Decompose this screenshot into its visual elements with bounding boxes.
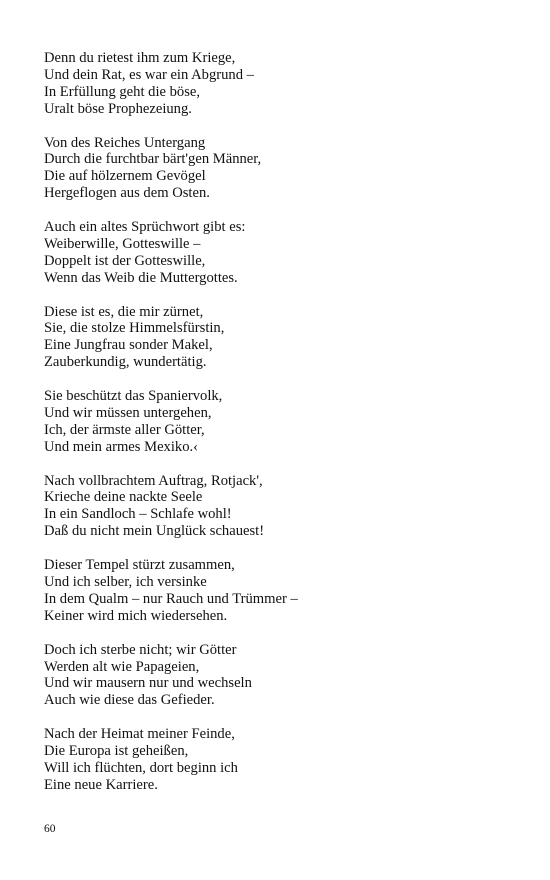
- verse-line: Ich, der ärmste aller Götter,: [44, 421, 205, 438]
- verse-line: Hergeflogen aus dem Osten.: [44, 185, 210, 202]
- verse-line: Doch ich sterbe nicht; wir Götter: [44, 641, 237, 658]
- verse-line: Doppelt ist der Gotteswille,: [44, 252, 206, 269]
- verse-line: Weiberwille, Gotteswille –: [44, 235, 201, 252]
- verse-line: Zauberkundig, wundertätig.: [44, 354, 207, 371]
- verse-line: Durch die furchtbar bärt'gen Männer,: [44, 151, 262, 168]
- verse-line: Von des Reiches Untergang: [44, 134, 206, 151]
- verse-line: In Erfüllung geht die böse,: [44, 83, 201, 100]
- stanza-9: [44, 726, 514, 794]
- verse-line: Will ich flüchten, dort beginn ich: [44, 759, 238, 776]
- verse-line: Werden alt wie Papageien,: [44, 658, 200, 675]
- stanza-6: [44, 473, 514, 541]
- verse-line: Und wir mausern nur und wechseln: [44, 675, 252, 692]
- verse-line: Dieser Tempel stürzt zusammen,: [44, 557, 235, 574]
- verse-line: Daß du nicht mein Unglück schauest!: [44, 523, 265, 540]
- verse-line: In dem Qualm – nur Rauch und Trümmer –: [44, 590, 298, 607]
- verse-line: Diese ist es, die mir zürnet,: [44, 303, 204, 320]
- verse-line: Sie, die stolze Himmelsfürstin,: [44, 320, 225, 337]
- verse-line: Und wir müssen untergehen,: [44, 404, 212, 421]
- verse-line: Und dein Rat, es war ein Abgrund –: [44, 66, 254, 83]
- verse-line: Denn du rietest ihm zum Kriege,: [44, 50, 236, 66]
- verse-line: Sie beschützt das Spaniervolk,: [44, 388, 223, 405]
- verse-line: Nach vollbrachtem Auftrag, Rotjack',: [44, 472, 263, 489]
- verse-line: Eine neue Karriere.: [44, 776, 158, 793]
- verse-line: Und mein armes Mexiko.‹: [44, 438, 199, 455]
- verse-line: Auch ein altes Sprüchwort gibt es:: [44, 219, 246, 236]
- verse-line: Auch wie diese das Gefieder.: [44, 692, 215, 709]
- verse-line: Wenn das Weib die Muttergottes.: [44, 269, 238, 286]
- verse-line: In ein Sandloch – Schlafe wohl!: [44, 506, 232, 523]
- page-number: 60: [44, 823, 56, 835]
- stanza-4: [44, 304, 514, 372]
- stanza-2: [44, 135, 514, 203]
- verse-line: Die auf hölzernem Gevögel: [44, 168, 206, 185]
- verse-line: Die Europa ist geheißen,: [44, 743, 189, 760]
- stanza-7: [44, 557, 514, 625]
- verse-line: Nach der Heimat meiner Feinde,: [44, 726, 235, 743]
- stanza-5: [44, 388, 514, 456]
- poem-body: [44, 50, 514, 811]
- verse-line: Uralt böse Prophezeiung.: [44, 100, 192, 117]
- stanza-3: [44, 219, 514, 287]
- verse-line: Eine Jungfrau sonder Makel,: [44, 337, 213, 354]
- verse-line: Keiner wird mich wiedersehen.: [44, 607, 228, 624]
- verse-line: Krieche deine nackte Seele: [44, 489, 203, 506]
- verse-line: Und ich selber, ich versinke: [44, 574, 207, 590]
- stanza-1: [44, 50, 514, 118]
- stanza-8: [44, 642, 514, 710]
